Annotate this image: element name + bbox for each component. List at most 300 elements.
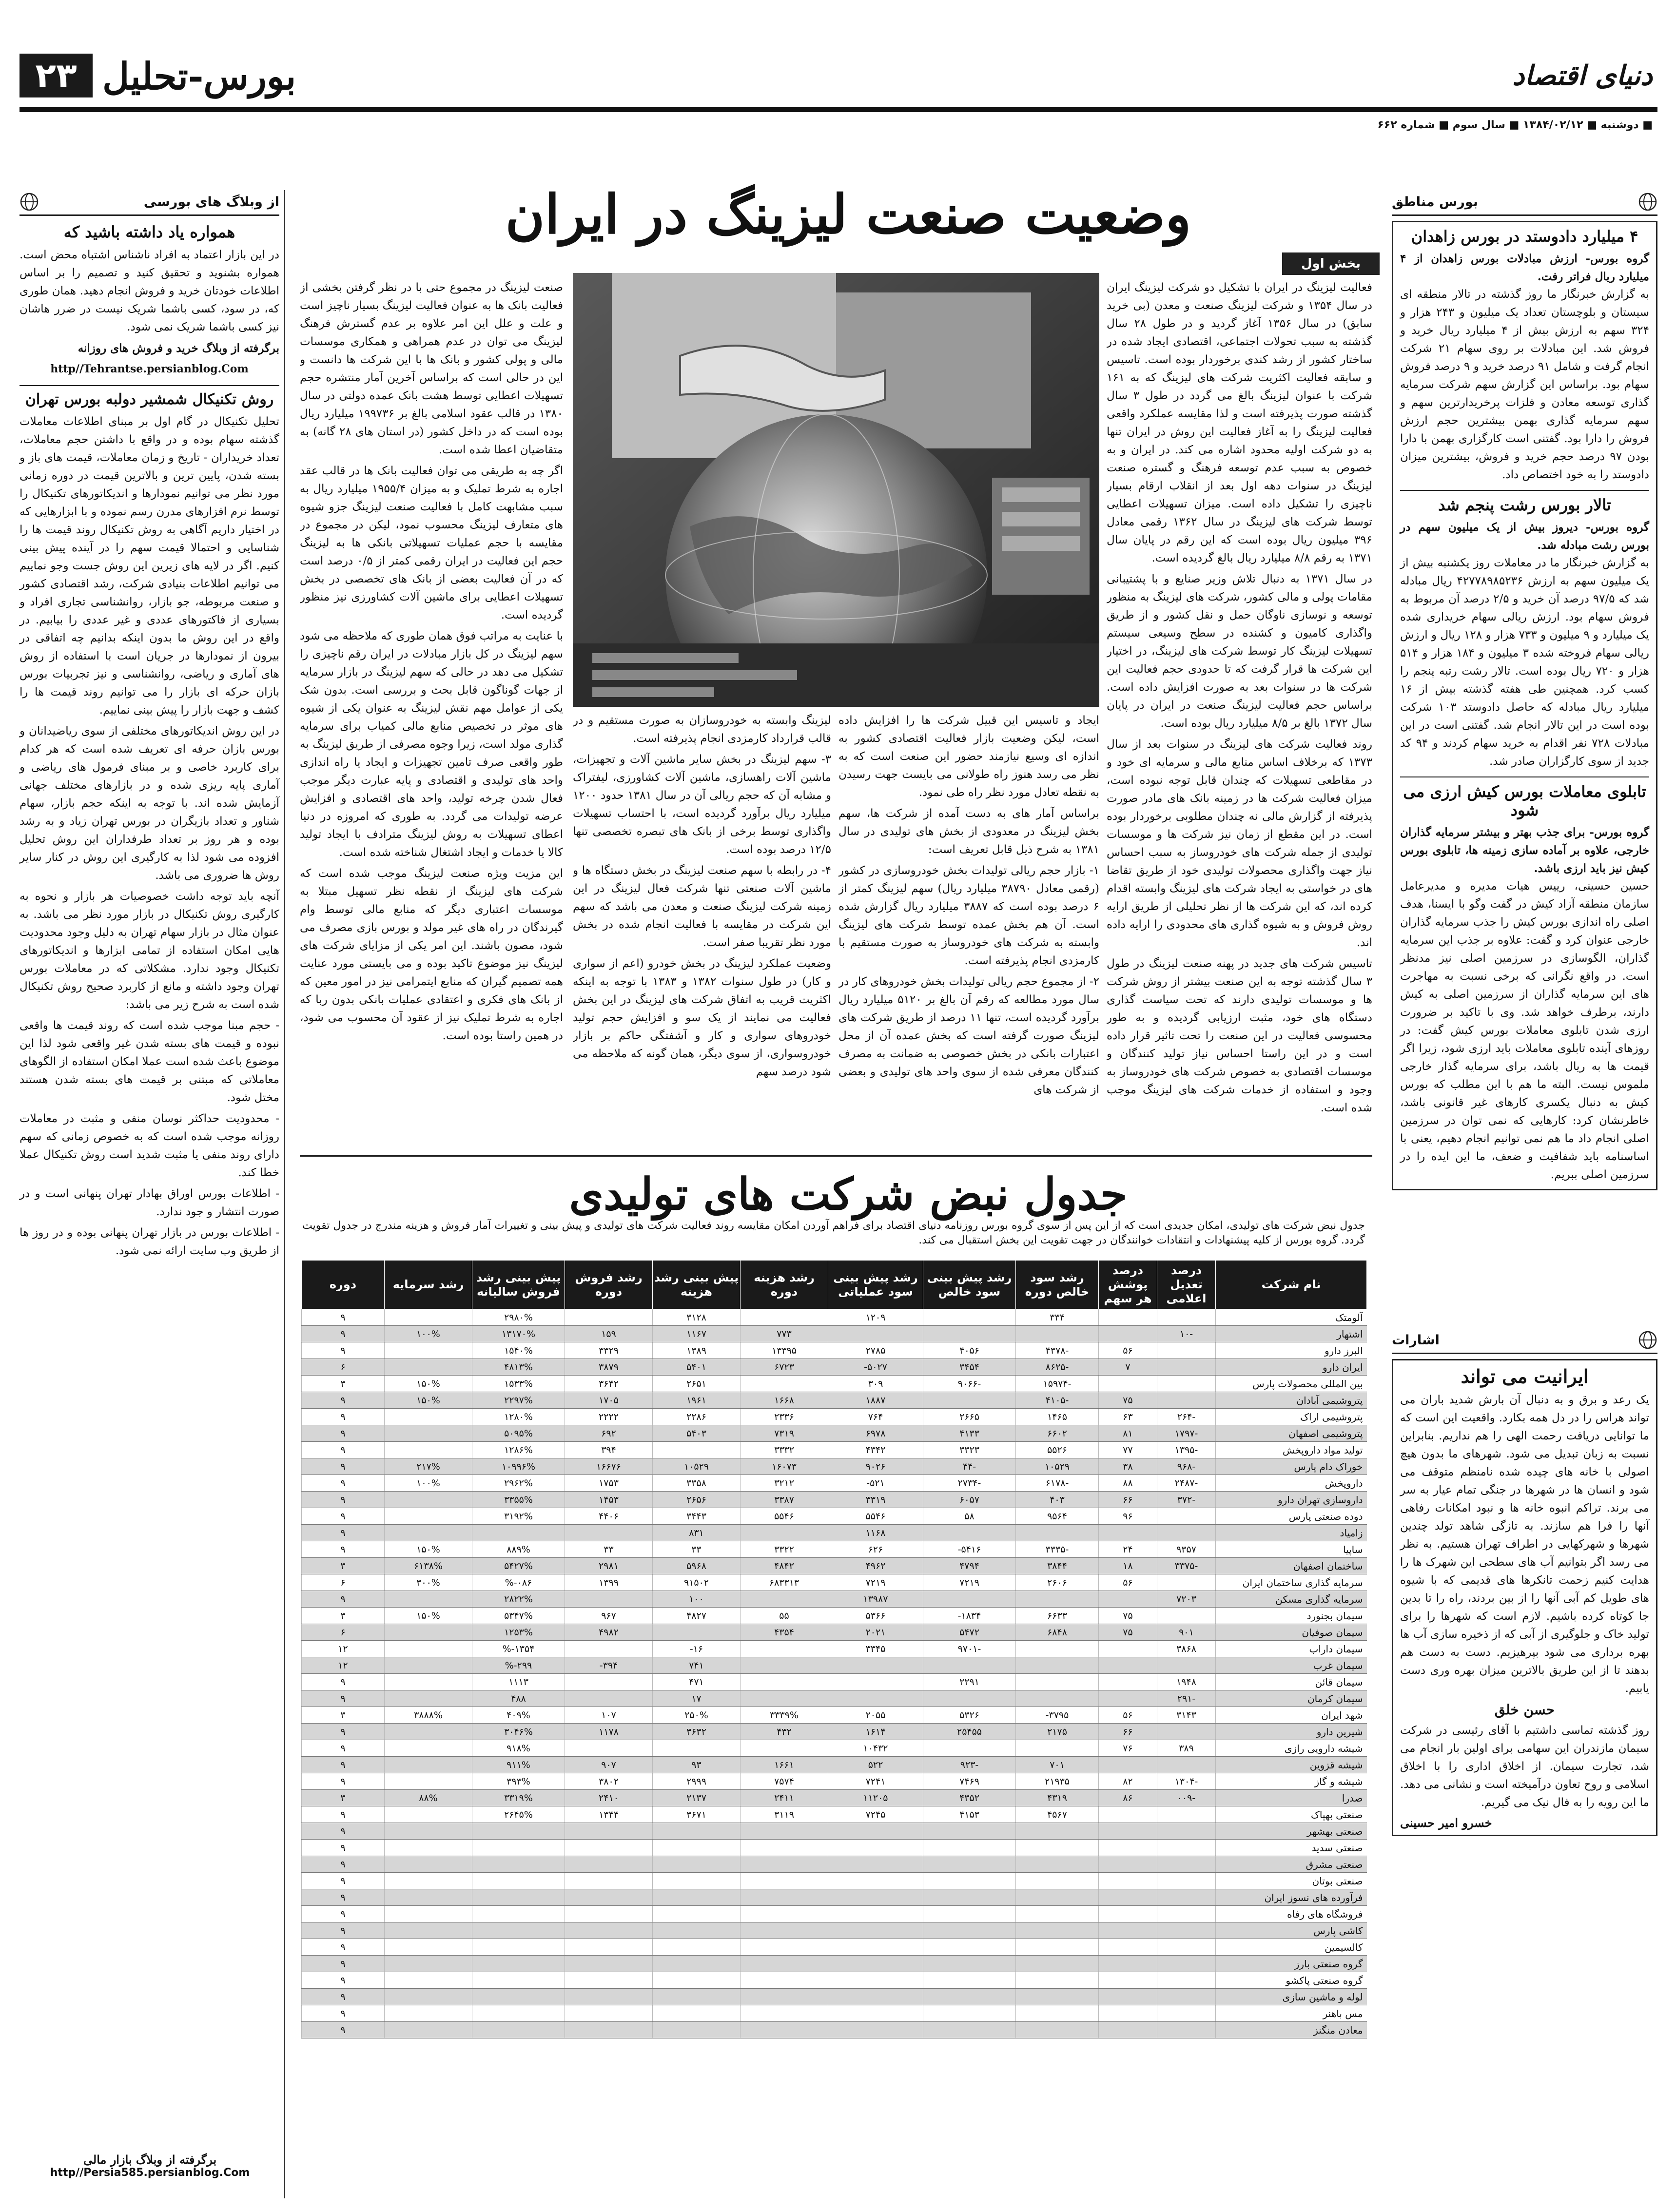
table-cell bbox=[1099, 1309, 1157, 1326]
table-cell: ۴۰۹% bbox=[472, 1707, 565, 1724]
table-cell bbox=[1099, 1657, 1157, 1674]
table-cell: ۳۳ bbox=[565, 1541, 653, 1558]
company-name-cell: کاشی پارس bbox=[1216, 1922, 1367, 1939]
table-cell bbox=[1099, 1906, 1157, 1922]
table-cell bbox=[385, 1525, 472, 1541]
table-cell bbox=[741, 1690, 828, 1707]
story1-title: ۴ میلیارد دادوستد در بورس زاهدان bbox=[1411, 227, 1638, 246]
table-cell: ۹ bbox=[302, 1757, 385, 1773]
company-name-cell: سرمایه گذاری ساختمان ایران bbox=[1216, 1574, 1367, 1591]
column-header: درصد پوشش هر سهم bbox=[1099, 1261, 1157, 1309]
table-cell bbox=[1157, 1608, 1216, 1624]
blog2-url[interactable]: http//Persia585.persianblog.Com bbox=[50, 2167, 250, 2179]
table-cell: ۳۴۴۳ bbox=[653, 1508, 741, 1525]
table-cell bbox=[472, 1873, 565, 1889]
company-name-cell: صنعتی بهشهر bbox=[1216, 1823, 1367, 1840]
table-cell: ۱۲ bbox=[302, 1641, 385, 1657]
blog2-bullet: - محدودیت حداکثر نوسان منفی و مثبت در معاملات روزانه موجب شده است که به خصوص زمانی که سهم دارای روند منفی یا مثبت شدید است روش تکنیکال عملا خطا کند. bbox=[19, 1112, 279, 1179]
table-cell bbox=[1157, 1359, 1216, 1376]
table-cell bbox=[385, 1740, 472, 1757]
table-cell bbox=[653, 1889, 741, 1906]
table-cell: ۱۰۰ bbox=[653, 1591, 741, 1608]
table-cell bbox=[385, 1856, 472, 1873]
table-cell bbox=[653, 1740, 741, 1757]
table-cell: ۹ bbox=[302, 1740, 385, 1757]
table-cell bbox=[565, 1840, 653, 1856]
table-cell bbox=[472, 1956, 565, 1972]
table-cell: ۳ bbox=[302, 1558, 385, 1574]
table-cell: ۹ bbox=[302, 1409, 385, 1425]
table-cell: ۲۰۵۵ bbox=[828, 1707, 923, 1724]
table-cell: ۱۳۳۹۵ bbox=[741, 1342, 828, 1359]
table-cell bbox=[741, 1591, 828, 1608]
article-paragraph: ۳- سهم لیزینگ در بخش سایر ماشین آلات و تجهیزات، ماشین آلات راهسازی، ماشین آلات کشاورزی، لیفتراک و مشابه آن که حجم ریالی آن در سال ۱۳۸۱ حدود ۱۲۰۰ میلیارد ریال برآورد گردیده است، با احتساب تسهیلات واگذاری توسط برخی از بانک های تبصره تخصصی تنها ۱۲/۵ درصد بوده است. bbox=[573, 753, 831, 856]
table-cell: -۶۱۷۸ bbox=[1016, 1475, 1099, 1492]
table-cell: ۹ bbox=[302, 1425, 385, 1442]
table-cell: ۱۵۹ bbox=[565, 1326, 653, 1342]
table-cell: ۵۴۷۲ bbox=[923, 1624, 1016, 1641]
table-cell bbox=[923, 1690, 1016, 1707]
table-cell bbox=[565, 1740, 653, 1757]
table-cell: ۷۶۴ bbox=[828, 1409, 923, 1425]
table-cell: ۹۶۷ bbox=[565, 1608, 653, 1624]
table-cell bbox=[1099, 1823, 1157, 1840]
table-cell: ۴۵۶۷ bbox=[1016, 1806, 1099, 1823]
table-row bbox=[302, 1840, 1367, 1856]
story3-lead: گروه بورس- برای جذب بهتر و بیشتر سرمایه گذاران خارجی، علاوه بر آماده سازی زمینه ها، تابلوی بورس کیش نیز باید ارزی باشد. bbox=[1400, 826, 1649, 875]
table-cell bbox=[1016, 1856, 1099, 1873]
section-title: بورس-تحلیل bbox=[102, 55, 296, 98]
table-cell bbox=[741, 2005, 828, 2022]
table-cell: ۷۴۶۹ bbox=[923, 1773, 1016, 1790]
article-paragraph: صنعت لیزینگ در مجموع حتی با در نظر گرفتن بخشی از فعالیت بانک ها به عنوان فعالیت لیزینگ بسیار ناچیز است و علت و علل این امر علاوه بر عدم گسترش فرهنگ لیزینگ می توان در عدم همراهی و همکاری موسسات مالی و پولی کشور و بانک ها با این شرکت ها دانست و این در حالی است که براساس آخرین آمار منتشره حجم تسهیلات اعطایی توسط هشت بانک عمده دولتی در سال ۱۳۸۰ در قالب عقود اسلامی بالغ بر ۱۹۹۷۳۶ میلیارد ریال بوده است که در داخل کشور (در استان های ۲۸ گانه) به متقاضیان اعطا شده است. bbox=[300, 281, 563, 456]
company-name-cell: صنعتی مشرق bbox=[1216, 1856, 1367, 1873]
table-cell: ۴۸۱۳% bbox=[472, 1359, 565, 1376]
table-cell bbox=[1157, 1508, 1216, 1525]
table-cell: ۹ bbox=[302, 1873, 385, 1889]
blog2-title: روش تکنیکال شمشیر دولبه بورس تهران bbox=[19, 385, 279, 408]
table-cell: -۹۰۶۶ bbox=[923, 1376, 1016, 1392]
table-row bbox=[302, 1724, 1367, 1740]
table-cell bbox=[1016, 1326, 1099, 1342]
table-cell bbox=[565, 1972, 653, 1989]
table-row bbox=[302, 1674, 1367, 1690]
table-cell bbox=[385, 1922, 472, 1939]
table-cell: -۹۲۳ bbox=[923, 1757, 1016, 1773]
article-paragraph: ۲- از مجموع حجم ریالی تولیدات بخش خودروهای کار در سال مورد مطالعه که رقم آن بالغ بر ۵۱۲۰ میلیارد ریال برآورد گردیده است، تنها ۱۱ درصد از طریق شرکت های لیزینگ صورت گرفته است که بخش عمده آن از محل اعتبارات بانکی در بخش خصوصی به ضمانت به مصرف کنندگان معرفی شده از سوی واحد های تولیدی و بعضی از شرکت های bbox=[838, 975, 1099, 1096]
table-cell: ۳۳۲۹ bbox=[565, 1342, 653, 1359]
table-cell: ۶۹۷۸ bbox=[828, 1425, 923, 1442]
table-cell bbox=[1099, 1939, 1157, 1956]
table-cell: ۱۵۰% bbox=[385, 1392, 472, 1409]
table-cell: ۳۳۲۳ bbox=[923, 1442, 1016, 1458]
table-row bbox=[302, 1707, 1367, 1724]
column-header: رشد هزینه دوره bbox=[741, 1261, 828, 1309]
table-row bbox=[302, 1690, 1367, 1707]
column-header: پیش بینی رشد فروش سالیانه bbox=[472, 1261, 565, 1309]
column-header: رشد پیش بینی سود عملیاتی bbox=[828, 1261, 923, 1309]
table-cell: ۴۸۲۷ bbox=[653, 1608, 741, 1624]
table-cell bbox=[1016, 2022, 1099, 2038]
company-name-cell: سرمایه گذاری مسکن bbox=[1216, 1591, 1367, 1608]
table-cell bbox=[1157, 2022, 1216, 2038]
table-cell bbox=[1099, 1806, 1157, 1823]
part-label-box bbox=[1282, 252, 1380, 275]
table-cell bbox=[741, 1309, 828, 1326]
table-cell bbox=[741, 1740, 828, 1757]
table-cell: ۹ bbox=[302, 1508, 385, 1525]
signs-box bbox=[1392, 1359, 1657, 1836]
table-cell: ۴۷۱ bbox=[653, 1674, 741, 1690]
table-cell: ۲۲۸۶ bbox=[653, 1409, 741, 1425]
table-cell bbox=[653, 1624, 741, 1641]
masthead-rule bbox=[19, 107, 1657, 112]
table-cell bbox=[923, 1326, 1016, 1342]
table-cell bbox=[565, 1873, 653, 1889]
table-cell: ۲۹۹۹ bbox=[653, 1773, 741, 1790]
table-cell: ۲۶۵۱ bbox=[653, 1376, 741, 1392]
table-row bbox=[302, 1558, 1367, 1574]
story4-author: خسرو امیر حسینی bbox=[1400, 1816, 1492, 1830]
table-cell: ۲۶۴۵% bbox=[472, 1806, 565, 1823]
company-name-cell: شیشه و گاز bbox=[1216, 1773, 1367, 1790]
table-cell: ۱۵۴۰% bbox=[472, 1342, 565, 1359]
table-cell bbox=[385, 2005, 472, 2022]
table-cell bbox=[828, 2022, 923, 2038]
table-cell: ۲۹۶۲% bbox=[472, 1475, 565, 1492]
table-cell bbox=[385, 1840, 472, 1856]
article-paragraph: لیزینگ وابسته به خودروسازان به صورت مستقیم و در قالب قرارداد کارمزدی انجام پذیرفته است. bbox=[573, 714, 831, 745]
table-cell: ۱۰۵۲۹ bbox=[1016, 1458, 1099, 1475]
table-cell: ۱۶۰۷۳ bbox=[741, 1458, 828, 1475]
table-cell bbox=[741, 2022, 828, 2038]
table-cell: ۳۳۲۲ bbox=[741, 1541, 828, 1558]
table-cell bbox=[923, 1956, 1016, 1972]
table-cell bbox=[1099, 1376, 1157, 1392]
table-row bbox=[302, 1624, 1367, 1641]
table-cell: ۲۵۰% bbox=[653, 1707, 741, 1724]
table-cell bbox=[923, 1939, 1016, 1956]
table-cell bbox=[828, 1823, 923, 1840]
table-row bbox=[302, 1608, 1367, 1624]
table-cell: ۳۸۶۸ bbox=[1157, 1641, 1216, 1657]
table-cell bbox=[923, 1657, 1016, 1674]
table-cell bbox=[741, 1641, 828, 1657]
column-header: پیش بینی رشد هزینه bbox=[653, 1261, 741, 1309]
table-row bbox=[302, 1823, 1367, 1840]
masthead bbox=[0, 0, 1676, 117]
table-cell: ۲۴۱۰ bbox=[565, 1790, 653, 1806]
table-cell: ۱۶- bbox=[653, 1641, 741, 1657]
table-cell bbox=[565, 1309, 653, 1326]
blog2-text-3: آنچه باید توجه داشت خصوصیات هر بازار و نحوه به کارگیری روش تکنیکال در بازار مورد نظر می باشد. به عنوان مثال در بازار سهام تهران به دلیل وجود محدودیت هایی امکان استفاده از تمامی ابزارها و اندیکاتورهای تکنیکال وجود ندارد. مشکلاتی که در معاملات بورس تهران وجود داشته و مانع از کاربرد صحیح روش تکنیکال شده است به شرح زیر می باشد: bbox=[19, 890, 279, 1011]
table-cell: ۸۸% bbox=[385, 1790, 472, 1806]
table-cell bbox=[472, 2005, 565, 2022]
article-paragraph: ۴- در رابطه با سهم صنعت لیزینگ در بخش دستگاه ها و ماشین آلات صنعتی تنها شرکت فعال لیزینگ در این زمینه شرکت لیزینگ صنعت و معدن می باشد که سهم این شرکت در مقایسه با فعالیت انجام شده در بخش مورد نظر تقریبا صفر است. bbox=[573, 864, 831, 949]
table-cell: ۹ bbox=[302, 1922, 385, 1939]
company-name-cell: مس باهنر bbox=[1216, 2005, 1367, 2022]
table-cell: ۱۱۱۳ bbox=[472, 1674, 565, 1690]
table-cell: ۲۲۲۲ bbox=[565, 1409, 653, 1425]
article-paragraph: فعالیت لیزینگ در ایران با تشکیل دو شرکت لیزینگ ایران در سال ۱۳۵۴ و شرکت لیزینگ صنعت و معدن (بی خرید سابق) در سال ۱۳۵۶ آغاز گردید و در طول ۲۸ سال گذشته به سبب تحولات اجتماعی، اقتصادی ایجاد شده در ساختار کشور از رشد کندی برخوردار بوده است. تاسیس و سابقه فعالیت اکثریت شرکت های لیزینگ که به ۱۶۱ شرکت با عنوان لیزینگ بالغ می گردد در طول ۳ سال گذشته صورت پذیرفته است و لذا مقایسه عملکرد واقعی فعالیت لیزینگ را به آغاز فعالیت این روش در ایران تنها به دو شرکت اولیه محدود اشاره می کند. در ایران و به خصوص به سبب عدم توسعه فرهنگ و گستره صنعت لیزینگ در سنوات دهه اول بعد از انقلاب ارقام بسیار ناچیزی را تشکیل داده است. میزان تسهیلات اعطایی توسط شرکت های لیزینگ در سال ۱۳۶۲ رقمی معادل ۳۹۶ میلیون ریال بوده است که این رقم در پایان سال ۱۳۷۱ به رقم ۸/۸ میلیارد ریال بالغ گردیده است. bbox=[1107, 281, 1372, 564]
blog2-footer bbox=[19, 2153, 280, 2179]
table-row bbox=[302, 1922, 1367, 1939]
table-cell: ۹۳۵۷ bbox=[1157, 1541, 1216, 1558]
table-cell bbox=[828, 1889, 923, 1906]
table-cell: ۲۱۷% bbox=[385, 1458, 472, 1475]
table-cell: ۷۲۰۳ bbox=[1157, 1591, 1216, 1608]
table-cell: ۳۴۵۴ bbox=[923, 1359, 1016, 1376]
article-paragraph: در سال ۱۳۷۱ به دنبال تلاش وزیر صنایع و با پشتیبانی مقامات پولی و مالی کشور، شرکت های لیزینگ به منظور توسعه و نوسازی ناوگان حمل و نقل کشور و از طریق واگذاری کامیون و کشنده در سطح وسیعی سیستم تسهیلات لیزینگ کار توسط شرکت های لیزینگ، در اختیار این شرکت ها قرار گرفت که تا حدودی حجم فعالیت این شرکت ها در سنوات بعد به صورت افزایش داده است. براساس حجم فعالیت لیزینگ صنعت در ایران در پایان سال ۱۳۷۲ بالغ بر ۸/۵ میلیارد ریال بوده است. bbox=[1107, 573, 1372, 730]
table-cell: ۱۰۴۳۲ bbox=[828, 1740, 923, 1757]
table-cell bbox=[385, 1425, 472, 1442]
table-cell bbox=[565, 1906, 653, 1922]
table-cell bbox=[653, 1956, 741, 1972]
page-number-badge bbox=[19, 54, 93, 97]
table-cell: -۴۳۷۸ bbox=[1016, 1342, 1099, 1359]
table-cell bbox=[741, 1657, 828, 1674]
table-cell bbox=[1157, 1724, 1216, 1740]
table-row bbox=[302, 1541, 1367, 1558]
article-divider bbox=[300, 1155, 1372, 1157]
table-cell: ۲۹۸۱ bbox=[565, 1558, 653, 1574]
table-cell bbox=[741, 1939, 828, 1956]
blog2-body bbox=[19, 413, 279, 1260]
table-row bbox=[302, 1376, 1367, 1392]
blog2-bullet: - اطلاعات بورس در بازار تهران پنهانی بوده و در روز ها از طریق وب سایت ارائه نمی شود. bbox=[19, 1226, 279, 1257]
table-cell bbox=[828, 1922, 923, 1939]
table-row bbox=[302, 1342, 1367, 1359]
table-cell: -۹۶۸ bbox=[1157, 1458, 1216, 1475]
table-cell bbox=[1099, 1972, 1157, 1989]
table-cell: ۱۱۶۷ bbox=[653, 1326, 741, 1342]
table-cell bbox=[1099, 1525, 1157, 1541]
article-paragraph: براساس آمار های به دست آمده از شرکت ها، سهم بخش لیزینگ در معدودی از بخش های تولیدی در سال ۱۳۸۱ به شرح ذیل قابل تعریف است: bbox=[838, 807, 1099, 856]
table-cell: ۳۸۷۹ bbox=[565, 1359, 653, 1376]
table-cell bbox=[1157, 1574, 1216, 1591]
table-cell: ۵۲۱- bbox=[828, 1475, 923, 1492]
table-cell: ۸۸۹% bbox=[472, 1541, 565, 1558]
table-cell: ۶۹۲ bbox=[565, 1425, 653, 1442]
table-cell: ۵۵۴۶ bbox=[741, 1508, 828, 1525]
company-name-cell: صنعتی بهپاک bbox=[1216, 1806, 1367, 1823]
table-cell bbox=[1157, 1806, 1216, 1823]
table-cell: -۴۱۰۵ bbox=[1016, 1392, 1099, 1409]
column-header: نام شرکت bbox=[1216, 1261, 1367, 1309]
table-cell: ۸۶ bbox=[1099, 1790, 1157, 1806]
table-cell bbox=[923, 1840, 1016, 1856]
table-cell: ۹ bbox=[302, 1773, 385, 1790]
company-name-cell: داروسازی تهران دارو bbox=[1216, 1492, 1367, 1508]
table-cell bbox=[1157, 1840, 1216, 1856]
table-cell bbox=[472, 2022, 565, 2038]
table-cell: -۸۶۲۵ bbox=[1016, 1359, 1099, 1376]
table-cell bbox=[385, 1591, 472, 1608]
table-cell bbox=[1016, 1972, 1099, 1989]
table-header-row bbox=[302, 1261, 1367, 1309]
table-cell: ۷۰۱ bbox=[1016, 1757, 1099, 1773]
table-cell: ۶۱۳۸% bbox=[385, 1558, 472, 1574]
issue-line: ■ دوشنبه ■ ۱۳۸۴/۰۲/۱۲ ■ سال سوم ■ شماره ۶۶۲ bbox=[1377, 119, 1653, 131]
right-column-header bbox=[1392, 190, 1657, 216]
table-cell: ۶۷۲۳ bbox=[741, 1359, 828, 1376]
blog1-source: برگرفته از وبلاگ خرید و فروش های روزانه bbox=[78, 342, 279, 355]
table-cell: ۳۹۳% bbox=[472, 1773, 565, 1790]
table-cell bbox=[385, 1442, 472, 1458]
table-cell: ۵۴۱۶- bbox=[923, 1541, 1016, 1558]
table-cell bbox=[472, 1972, 565, 1989]
table-cell bbox=[385, 1342, 472, 1359]
table-row bbox=[302, 1425, 1367, 1442]
company-name-cell: کالسیمین bbox=[1216, 1939, 1367, 1956]
table-cell: ۱۳۹۸۷ bbox=[828, 1591, 923, 1608]
table-cell bbox=[1099, 1674, 1157, 1690]
table-cell bbox=[741, 1525, 828, 1541]
table-cell: ۳ bbox=[302, 1790, 385, 1806]
blog2-source: برگرفته از وبلاگ بازار مالی bbox=[83, 2153, 217, 2167]
table-cell: ۲۶۵۶ bbox=[653, 1492, 741, 1508]
table-cell: ۶۳ bbox=[1099, 1409, 1157, 1425]
table-cell: ۱۱۷۸ bbox=[565, 1724, 653, 1740]
table-cell bbox=[653, 1989, 741, 2005]
story2-title: تالار بورس رشت پنجم شد bbox=[1400, 490, 1649, 514]
table-row bbox=[302, 1906, 1367, 1922]
table-cell bbox=[385, 1641, 472, 1657]
company-name-cell: معادن منگنز bbox=[1216, 2022, 1367, 2038]
table-cell bbox=[741, 1989, 828, 2005]
table-row bbox=[302, 1309, 1367, 1326]
table-cell: ۴۹۸۲ bbox=[565, 1624, 653, 1641]
table-cell: ۲۹۸۰% bbox=[472, 1309, 565, 1326]
table-cell: ۱۰۹۹۶% bbox=[472, 1458, 565, 1475]
company-name-cell: داروپخش bbox=[1216, 1475, 1367, 1492]
table-cell: ۲۱۹۳۵ bbox=[1016, 1773, 1099, 1790]
table-cell: ۹ bbox=[302, 1906, 385, 1922]
table-cell bbox=[1099, 1873, 1157, 1889]
table-cell: ۹ bbox=[302, 1442, 385, 1458]
table-cell bbox=[828, 1972, 923, 1989]
table-cell: ۹ bbox=[302, 1392, 385, 1409]
table-cell bbox=[828, 1657, 923, 1674]
table-cell: ۱۶۱۴ bbox=[828, 1724, 923, 1740]
table-cell: ۶ bbox=[302, 1574, 385, 1591]
table-row bbox=[302, 1856, 1367, 1873]
table-cell bbox=[1157, 1956, 1216, 1972]
table-cell: ۱۶۶۱ bbox=[741, 1757, 828, 1773]
table-cell bbox=[472, 1856, 565, 1873]
story3-title: تابلوی معاملات بورس کیش ارزی می شود bbox=[1400, 776, 1649, 819]
table-cell: ۸۱ bbox=[1099, 1425, 1157, 1442]
table-cell bbox=[565, 1525, 653, 1541]
table-cell: ۳۰۹ bbox=[828, 1376, 923, 1392]
table-cell bbox=[923, 1989, 1016, 2005]
table-row bbox=[302, 1989, 1367, 2005]
company-name-cell: بین المللی محصولات پارس bbox=[1216, 1376, 1367, 1392]
table-cell: ۲۰۲۱ bbox=[828, 1624, 923, 1641]
table-row bbox=[302, 2005, 1367, 2022]
table-cell: ۳۳۳۲ bbox=[741, 1442, 828, 1458]
company-name-cell: شیشه دارویی رازی bbox=[1216, 1740, 1367, 1757]
table-cell: ۹۱۱% bbox=[472, 1757, 565, 1773]
table-cell: ۹ bbox=[302, 1326, 385, 1342]
table-cell bbox=[472, 1922, 565, 1939]
table-cell bbox=[472, 1840, 565, 1856]
table-cell: ۷ bbox=[1099, 1359, 1157, 1376]
column-header: رشد پیش بینی سود خالص bbox=[923, 1261, 1016, 1309]
globe-icon bbox=[1638, 1330, 1657, 1350]
story4-subtitle: حسن خلق bbox=[1494, 1702, 1555, 1718]
table-cell: ۳۳۴۵ bbox=[828, 1641, 923, 1657]
table-cell: ۲۸۲۲% bbox=[472, 1591, 565, 1608]
table-cell bbox=[923, 1889, 1016, 1906]
table-cell bbox=[1099, 1889, 1157, 1906]
table-cell bbox=[1157, 1392, 1216, 1409]
article-col-1 bbox=[1107, 279, 1372, 1249]
table-cell bbox=[385, 1757, 472, 1773]
blog1-url[interactable]: http//Tehrantse.persianblog.Com bbox=[50, 363, 249, 375]
table-row bbox=[302, 2022, 1367, 2038]
paper-logo: دنیای اقتصاد bbox=[1512, 59, 1653, 92]
part-label: بخش اول bbox=[1301, 256, 1361, 271]
table-cell: ۸۳۱ bbox=[653, 1525, 741, 1541]
table-cell: ۶۸۳۳۱۳ bbox=[741, 1574, 828, 1591]
table-cell: ۱۷ bbox=[653, 1690, 741, 1707]
table-cell bbox=[741, 1823, 828, 1840]
table-cell: ۵۵ bbox=[741, 1608, 828, 1624]
table-cell bbox=[741, 1956, 828, 1972]
company-name-cell: پتروشیمی اراک bbox=[1216, 1409, 1367, 1425]
table-cell: ۳۷۹۵- bbox=[1016, 1707, 1099, 1724]
article-paragraph: وضعیت عملکرد لیزینگ در بخش خودرو (اعم از سواری و کار) در طول سنوات ۱۳۸۲ و ۱۳۸۳ با توجه به اینکه اکثریت قریب به اتفاق شرکت های لیزینگ در این بخش فعالیت می نمایند از یک سو و افزایش حجم تولید خودروهای سواری و کار و آشفتگی حاکم بر بازار خودروسواری، از سوی دیگر، همان گونه که ملاحظه می شود درصد سهم bbox=[573, 957, 831, 1078]
table-cell bbox=[653, 1442, 741, 1458]
table-cell bbox=[1099, 1922, 1157, 1939]
table-row bbox=[302, 1889, 1367, 1906]
table-cell: ۲۹۹-% bbox=[472, 1657, 565, 1674]
table-cell: ۵۴۰۱ bbox=[653, 1359, 741, 1376]
table-cell bbox=[1099, 1856, 1157, 1873]
table-cell bbox=[385, 2022, 472, 2038]
table-cell bbox=[565, 1956, 653, 1972]
table-cell: ۷۵ bbox=[1099, 1624, 1157, 1641]
table-cell: ۳۲۱۲ bbox=[741, 1475, 828, 1492]
table-cell bbox=[1157, 1889, 1216, 1906]
company-name-cell: سیمان داراب bbox=[1216, 1641, 1367, 1657]
table-cell bbox=[653, 2022, 741, 2038]
table-cell: ۹ bbox=[302, 1541, 385, 1558]
table-cell bbox=[565, 1889, 653, 1906]
table-cell bbox=[1157, 1989, 1216, 2005]
table-row bbox=[302, 1956, 1367, 1972]
table-cell bbox=[1157, 1922, 1216, 1939]
table-cell: ۹ bbox=[302, 1458, 385, 1475]
table-title: جدول نبض شرکت های تولیدی bbox=[569, 1168, 1128, 1220]
table-row bbox=[302, 1492, 1367, 1508]
company-name-cell: دوده صنعتی پارس bbox=[1216, 1508, 1367, 1525]
article-paragraph: اگر چه به طریقی می توان فعالیت بانک ها در قالب عقد اجاره به شرط تملیک و به میزان ۱۹۵۵/۴ میلیارد ریال به سبب مشابهت کامل با فعالیت صنعت لیزینگ جزو شیوه های متعارف لیزینگ محسوب نمود، لیکن در مجموع در مقایسه با حجم عملیات تسهیلاتی بانکی ها به لیزینگ حجم این فعالیت در ایران رقمی کمتر از ۰/۵ درصد است که در آن فعالیت بعضی از بانک های تخصصی در بخش تسهیلات اعطایی برای ماشین آلات کشاورزی نیز منظور گردیده است. bbox=[300, 465, 563, 621]
article-col-4 bbox=[300, 279, 563, 1249]
table-cell: ۷۴۱ bbox=[653, 1657, 741, 1674]
table-cell: ۲۴۱۱ bbox=[741, 1790, 828, 1806]
column-header: دوره bbox=[302, 1261, 385, 1309]
table-row bbox=[302, 1574, 1367, 1591]
table-cell: ۴۸۴۲ bbox=[741, 1558, 828, 1574]
table-cell: ۷۵ bbox=[1099, 1608, 1157, 1624]
table-cell: ۱۷۵۳ bbox=[565, 1475, 653, 1492]
table-cell: ۹ bbox=[302, 1939, 385, 1956]
table-cell bbox=[923, 1740, 1016, 1757]
table-cell: ۵۳۴۷% bbox=[472, 1608, 565, 1624]
table-cell bbox=[923, 2005, 1016, 2022]
